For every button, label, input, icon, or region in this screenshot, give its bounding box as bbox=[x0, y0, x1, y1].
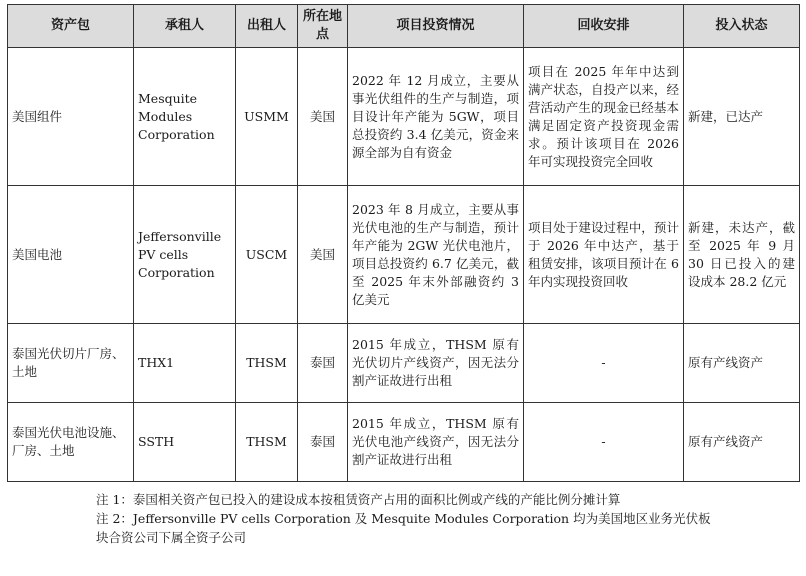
cell-lessee: SSTH bbox=[134, 403, 236, 482]
cell-status: 原有产线资产 bbox=[684, 403, 800, 482]
cell-status: 原有产线资产 bbox=[684, 324, 800, 403]
cell-recovery: - bbox=[524, 403, 684, 482]
header-location: 所在地点 bbox=[298, 5, 348, 48]
cell-asset: 美国电池 bbox=[8, 186, 134, 324]
table-row bbox=[8, 403, 800, 482]
cell-asset: 美国组件 bbox=[8, 48, 134, 186]
cell-status: 新建，已达产 bbox=[684, 48, 800, 186]
cell-lessor: THSM bbox=[236, 403, 298, 482]
table-row bbox=[8, 324, 800, 403]
header-lessee: 承租人 bbox=[134, 5, 236, 48]
header-investment: 项目投资情况 bbox=[348, 5, 524, 48]
cell-asset: 泰国光伏切片厂房、土地 bbox=[8, 324, 134, 403]
cell-lessee: Mesquite Modules Corporation bbox=[134, 48, 236, 186]
cell-recovery: 项目在 2025 年年中达到满产状态，自投产以来，经营活动产生的现金已经基本满足固定资产投资现金需求。预计该项目在 2026 年可实现投资完全回收 bbox=[524, 48, 684, 186]
cell-lessor: USCM bbox=[236, 186, 298, 324]
cell-investment: 2023 年 8 月成立，主要从事光伏电池的生产与制造，预计年产能为 2GW 光伏电池片，项目总投资约 6.7 亿美元，截至 2025 年末外部融资约 3 亿美元 bbox=[348, 186, 524, 324]
cell-lessor: USMM bbox=[236, 48, 298, 186]
note-1: 注 1：泰国相关资产包已投入的建设成本按租赁资产占用的面积比例或产线的产能比例分摊计算 bbox=[96, 492, 621, 507]
cell-recovery: - bbox=[524, 324, 684, 403]
cell-lessor: THSM bbox=[236, 324, 298, 403]
table-notes bbox=[96, 490, 716, 547]
cell-investment: 2015 年成立，THSM 原有光伏切片产线资产，因无法分割产证故进行出租 bbox=[348, 324, 524, 403]
cell-investment: 2015 年成立，THSM 原有光伏电池产线资产，因无法分割产证故进行出租 bbox=[348, 403, 524, 482]
cell-location: 美国 bbox=[298, 48, 348, 186]
header-recovery: 回收安排 bbox=[524, 5, 684, 48]
cell-investment: 2022 年 12 月成立，主要从事光伏组件的生产与制造，项目设计年产能为 5GW，项目总投资约 3.4 亿美元，资金来源全部为自有资金 bbox=[348, 48, 524, 186]
table-row bbox=[8, 186, 800, 324]
cell-lessee: THX1 bbox=[134, 324, 236, 403]
cell-location: 泰国 bbox=[298, 324, 348, 403]
cell-location: 泰国 bbox=[298, 403, 348, 482]
header-lessor: 出租人 bbox=[236, 5, 298, 48]
table-header-row bbox=[8, 5, 800, 48]
asset-package-table bbox=[7, 4, 800, 482]
header-status: 投入状态 bbox=[684, 5, 800, 48]
cell-status: 新建，未达产，截至 2025 年 9 月 30 日已投入的建设成本 28.2 亿元 bbox=[684, 186, 800, 324]
cell-location: 美国 bbox=[298, 186, 348, 324]
cell-lessee: Jeffersonville PV cells Corporation bbox=[134, 186, 236, 324]
cell-recovery: 项目处于建设过程中，预计于 2026 年中达产，基于租赁安排，该项目预计在 6 年内实现投资回收 bbox=[524, 186, 684, 324]
cell-asset: 泰国光伏电池设施、厂房、土地 bbox=[8, 403, 134, 482]
table-row bbox=[8, 48, 800, 186]
header-asset: 资产包 bbox=[8, 5, 134, 48]
note-2: 注 2：Jeffersonville PV cells Corporation 及 Mesquite Modules Corporation 均为美国地区业务光伏板块合资公司下属全资子公司 bbox=[96, 511, 711, 545]
